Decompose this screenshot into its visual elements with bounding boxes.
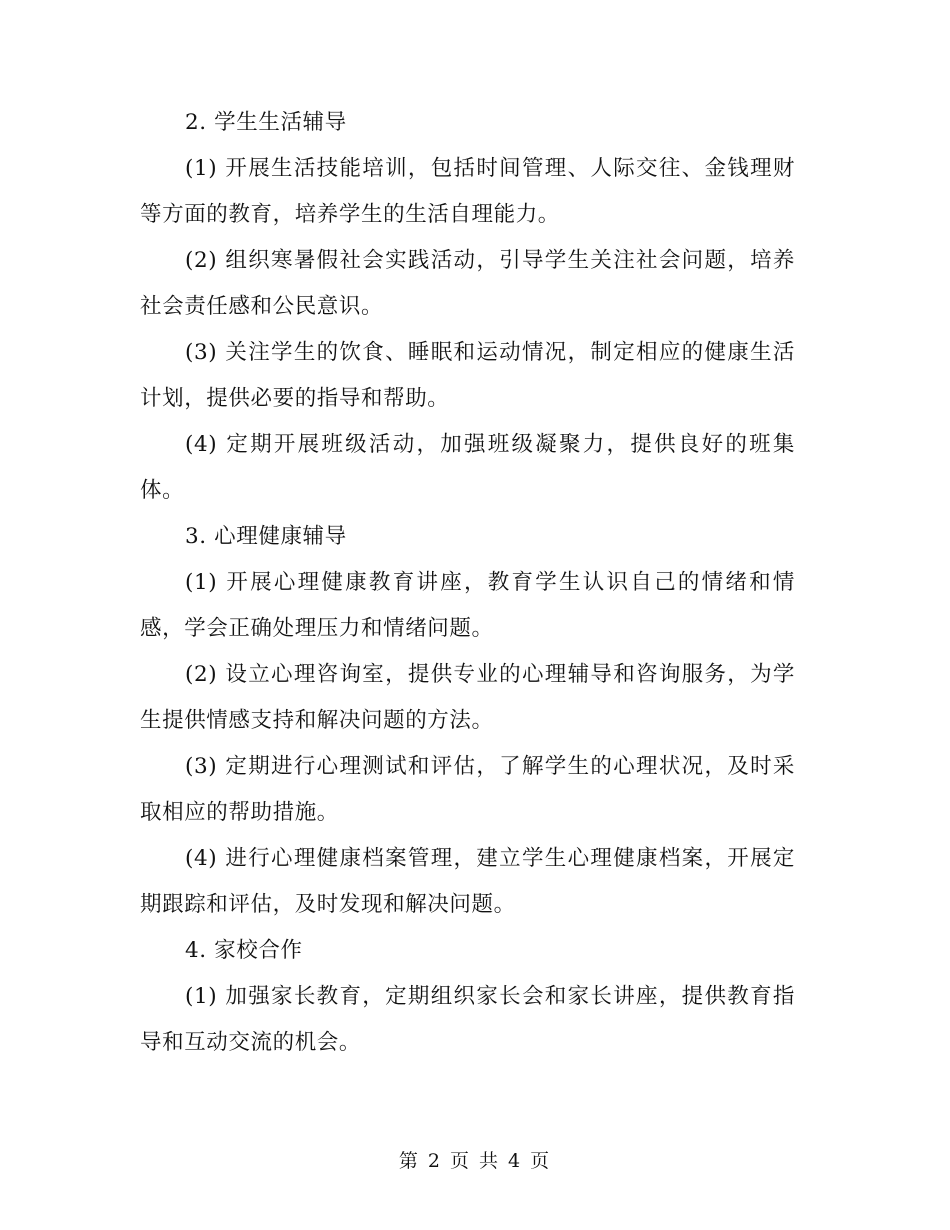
list-item: (3) 关注学生的饮食、睡眠和运动情况，制定相应的健康生活计划，提供必要的指导和帮助。 [140,340,795,411]
list-item: (2) 组织寒暑假社会实践活动，引导学生关注社会问题，培养社会责任感和公民意识。 [140,248,795,319]
list-item: (2) 设立心理咨询室，提供专业的心理辅导和咨询服务，为学生提供情感支持和解决问题的方法。 [140,662,795,733]
page-number-footer: 第 2 页 共 4 页 [398,1150,552,1172]
list-item: (4) 进行心理健康档案管理，建立学生心理健康档案，开展定期跟踪和评估，及时发现和解决问题。 [140,846,795,917]
list-item: (1) 加强家长教育，定期组织家长会和家长讲座，提供教育指导和互动交流的机会。 [140,984,795,1055]
list-item: (1) 开展心理健康教育讲座，教育学生认识自己的情绪和情感，学会正确处理压力和情绪问题。 [140,570,795,641]
list-item: (4) 定期开展班级活动，加强班级凝聚力，提供良好的班集体。 [140,432,795,503]
section-heading: 3. 心理健康辅导 [185,524,347,549]
document-body [140,100,795,1066]
list-item: (1) 开展生活技能培训，包括时间管理、人际交往、金钱理财等方面的教育，培养学生的生活自理能力。 [140,156,795,227]
section-heading: 4. 家校合作 [185,938,303,963]
list-item: (3) 定期进行心理测试和评估，了解学生的心理状况，及时采取相应的帮助措施。 [140,754,795,825]
section-heading: 2. 学生生活辅导 [185,110,347,135]
